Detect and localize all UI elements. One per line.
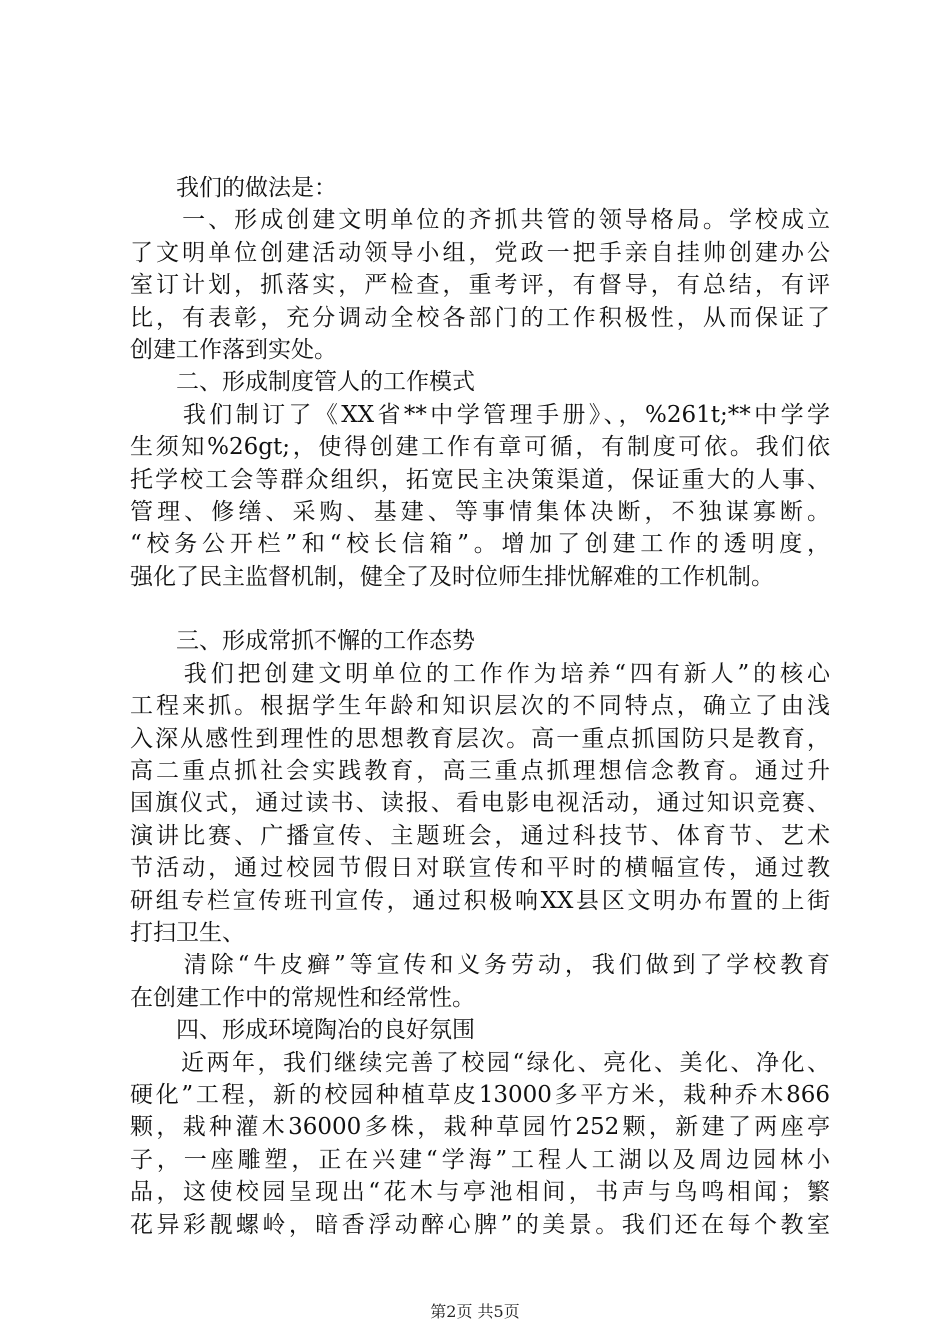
text-line: 我们把创建文明单位的工作作为培养“四有新人”的核心 <box>130 660 830 687</box>
text-line: 生须知%26gt;，使得创建工作有章可循，有制度可依。我们依 <box>130 434 830 461</box>
text-line: 四、形成环境陶冶的良好氛围 <box>130 1017 475 1044</box>
text-line: “校务公开栏”和“校长信箱”。增加了创建工作的透明度， <box>130 531 830 558</box>
text-line: 了文明单位创建活动领导小组，党政一把手亲自挂帅创建办公 <box>130 239 830 266</box>
text-line: 品，这使校园呈现出“花木与亭池相间，书声与鸟鸣相闻；繁 <box>130 1179 830 1206</box>
text-line: 花异彩靓螺岭，暗香浮动醉心脾”的美景。我们还在每个教室 <box>130 1211 830 1238</box>
text-line: 比，有表彰，充分调动全校各部门的工作积极性，从而保证了 <box>130 304 830 331</box>
text-line: 我们的做法是： <box>130 175 337 201</box>
page-footer: 第2页 共5页 <box>430 1302 520 1321</box>
text-line: 高二重点抓社会实践教育，高三重点抓理想信念教育。通过升 <box>130 758 830 785</box>
text-line: 国旗仪式，通过读书、读报、看电影电视活动，通过知识竞赛、 <box>130 790 830 817</box>
text-line: 工程来抓。根据学生年龄和知识层次的不同特点，确立了由浅 <box>130 693 830 720</box>
text-line: 演讲比赛、广播宣传、主题班会，通过科技节、体育节、艺术 <box>130 822 830 849</box>
text-line: 二、形成制度管人的工作模式 <box>130 369 475 396</box>
text-line: 强化了民主监督机制，健全了及时位师生排忧解难的工作机制。 <box>130 563 774 590</box>
text-line: 室订计划，抓落实，严检查，重考评，有督导，有总结，有评 <box>130 272 830 299</box>
text-line: 在创建工作中的常规性和经常性。 <box>130 984 475 1011</box>
text-line: 打扫卫生、 <box>130 919 245 946</box>
text-line: 我们制订了《XX省**中学管理手册》、，%261t;**中学学 <box>130 401 830 428</box>
text-line: 近两年，我们继续完善了校园“绿化、亮化、美化、净化、 <box>130 1049 830 1076</box>
text-line: 节活动，通过校园节假日对联宣传和平时的横幅宣传，通过教 <box>130 855 830 882</box>
text-line: 入深从感性到理性的思想教育层次。高一重点抓国防只是教育， <box>130 725 830 752</box>
text-line: 研组专栏宣传班刊宣传，通过积极响XX县区文明办布置的上街 <box>130 887 830 914</box>
blank-line <box>130 593 830 625</box>
text-line: 三、形成常抓不懈的工作态势 <box>130 628 475 655</box>
text-line: 创建工作落到实处。 <box>130 336 337 363</box>
text-line: 管理、修缮、采购、基建、等事情集体决断，不独谋寡断。 <box>130 498 830 525</box>
text-line: 子，一座雕塑，正在兴建“学海”工程人工湖以及周边园林小 <box>130 1146 830 1173</box>
text-line: 清除“牛皮癣”等宣传和义务劳动，我们做到了学校教育 <box>130 952 830 979</box>
text-line: 一、形成创建文明单位的齐抓共管的领导格局。学校成立 <box>130 207 830 234</box>
text-line: 托学校工会等群众组织，拓宽民主决策渠道，保证重大的人事、 <box>130 466 830 493</box>
text-line: 颗，栽种灌木36000多株，栽种草园竹252颗，新建了两座亭 <box>130 1114 830 1141</box>
document-body <box>130 172 830 1241</box>
text-line: 硬化”工程，新的校园种植草皮13000多平方米，栽种乔木866 <box>130 1081 830 1108</box>
